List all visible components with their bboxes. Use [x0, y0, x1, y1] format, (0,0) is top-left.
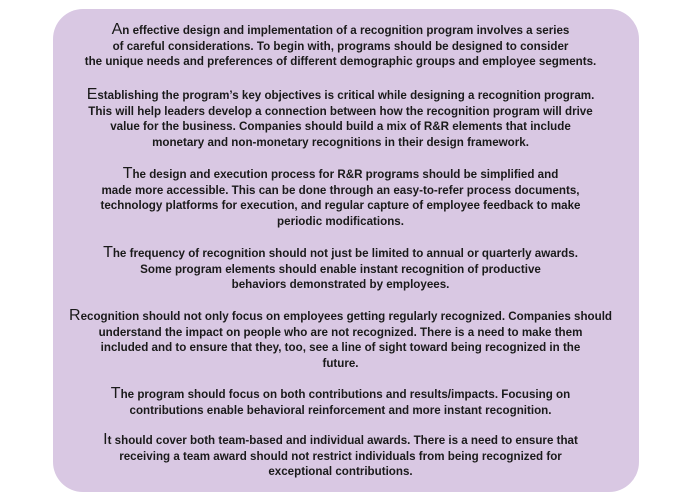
- paragraph-line: value for the business. Companies should build a mix of R&R elements that include: [110, 120, 571, 133]
- paragraph-line: [0, 308, 681, 325]
- paragraph-initial: E: [86, 86, 98, 103]
- paragraph-key-objectives: [0, 87, 681, 150]
- paragraph-design-execution: [0, 166, 681, 229]
- paragraph-line: monetary and non-monetary recognitions in their design framework.: [152, 135, 529, 149]
- paragraph-design-considerations: [0, 22, 681, 70]
- paragraph-line: of careful considerations. To begin with, programs should be designed to consider: [112, 39, 569, 53]
- paragraph-line: the unique needs and preferences of different demographic groups and employee segments.: [84, 55, 597, 68]
- paragraph-team-individual-awards: [0, 432, 681, 480]
- paragraph-line: [0, 22, 681, 39]
- paragraph-initial: R: [69, 307, 81, 324]
- paragraph-line: periodic modifications.: [277, 214, 404, 228]
- paragraph-line-text: he frequency of recognition should not just be limited to annual or quarterly awards.: [112, 247, 578, 260]
- paragraph-line: [0, 432, 681, 449]
- paragraph-initial: T: [110, 385, 121, 402]
- paragraph-line: understand the impact on people who are not recognized. There is a need to make them: [98, 325, 583, 339]
- paragraph-line-text: he program should focus on both contributions and results/impacts. Focusing on: [120, 388, 571, 401]
- paragraph-line-text: ecognition should not only focus on employees getting regularly recognized. Companies should: [80, 310, 612, 323]
- paragraph-recognition-frequency: [0, 245, 681, 293]
- paragraph-line: exceptional contributions.: [268, 465, 413, 478]
- paragraph-line: receiving a team award should not restrict individuals from being recognized for: [119, 449, 562, 463]
- paragraph-line-text: stablishing the program’s key objectives is critical while designing a recognition program.: [97, 89, 595, 102]
- paragraph-line: Some program elements should enable instant recognition of productive: [140, 262, 541, 276]
- paragraph-initial: T: [122, 165, 133, 182]
- paragraph-line: technology platforms for execution, and regular capture of employee feedback to make: [100, 199, 581, 212]
- paragraph-line: behaviors demonstrated by employees.: [231, 278, 450, 291]
- paragraph-line: contributions enable behavioral reinforcement and more instant recognition.: [129, 403, 552, 417]
- paragraph-line-text: t should cover both team-based and individual awards. There is a need to ensure that: [107, 434, 578, 447]
- paragraph-line: future.: [322, 356, 359, 370]
- paragraph-unrecognized-employees: [0, 308, 681, 371]
- paragraph-line: [0, 386, 681, 403]
- paragraph-line: [0, 245, 681, 262]
- paragraph-line: made more accessible. This can be done through an easy-to-refer process documents,: [101, 183, 580, 197]
- paragraph-line: included and to ensure that they, too, see a line of sight toward being recognized in the: [100, 341, 581, 354]
- paragraph-line-text: he design and execution process for R&R programs should be simplified and: [132, 168, 559, 181]
- paragraph-line: This will help leaders develop a connection between how the recognition program will drive: [88, 104, 593, 118]
- paragraph-contributions-results: [0, 386, 681, 418]
- paragraph-line: [0, 87, 681, 104]
- paragraph-initial: I: [103, 431, 108, 448]
- paragraph-initial: T: [103, 244, 113, 261]
- paragraph-initial: A: [111, 21, 123, 38]
- paragraph-line: [0, 166, 681, 183]
- paragraph-line-text: n effective design and implementation of a recognition program involves a series: [122, 24, 570, 37]
